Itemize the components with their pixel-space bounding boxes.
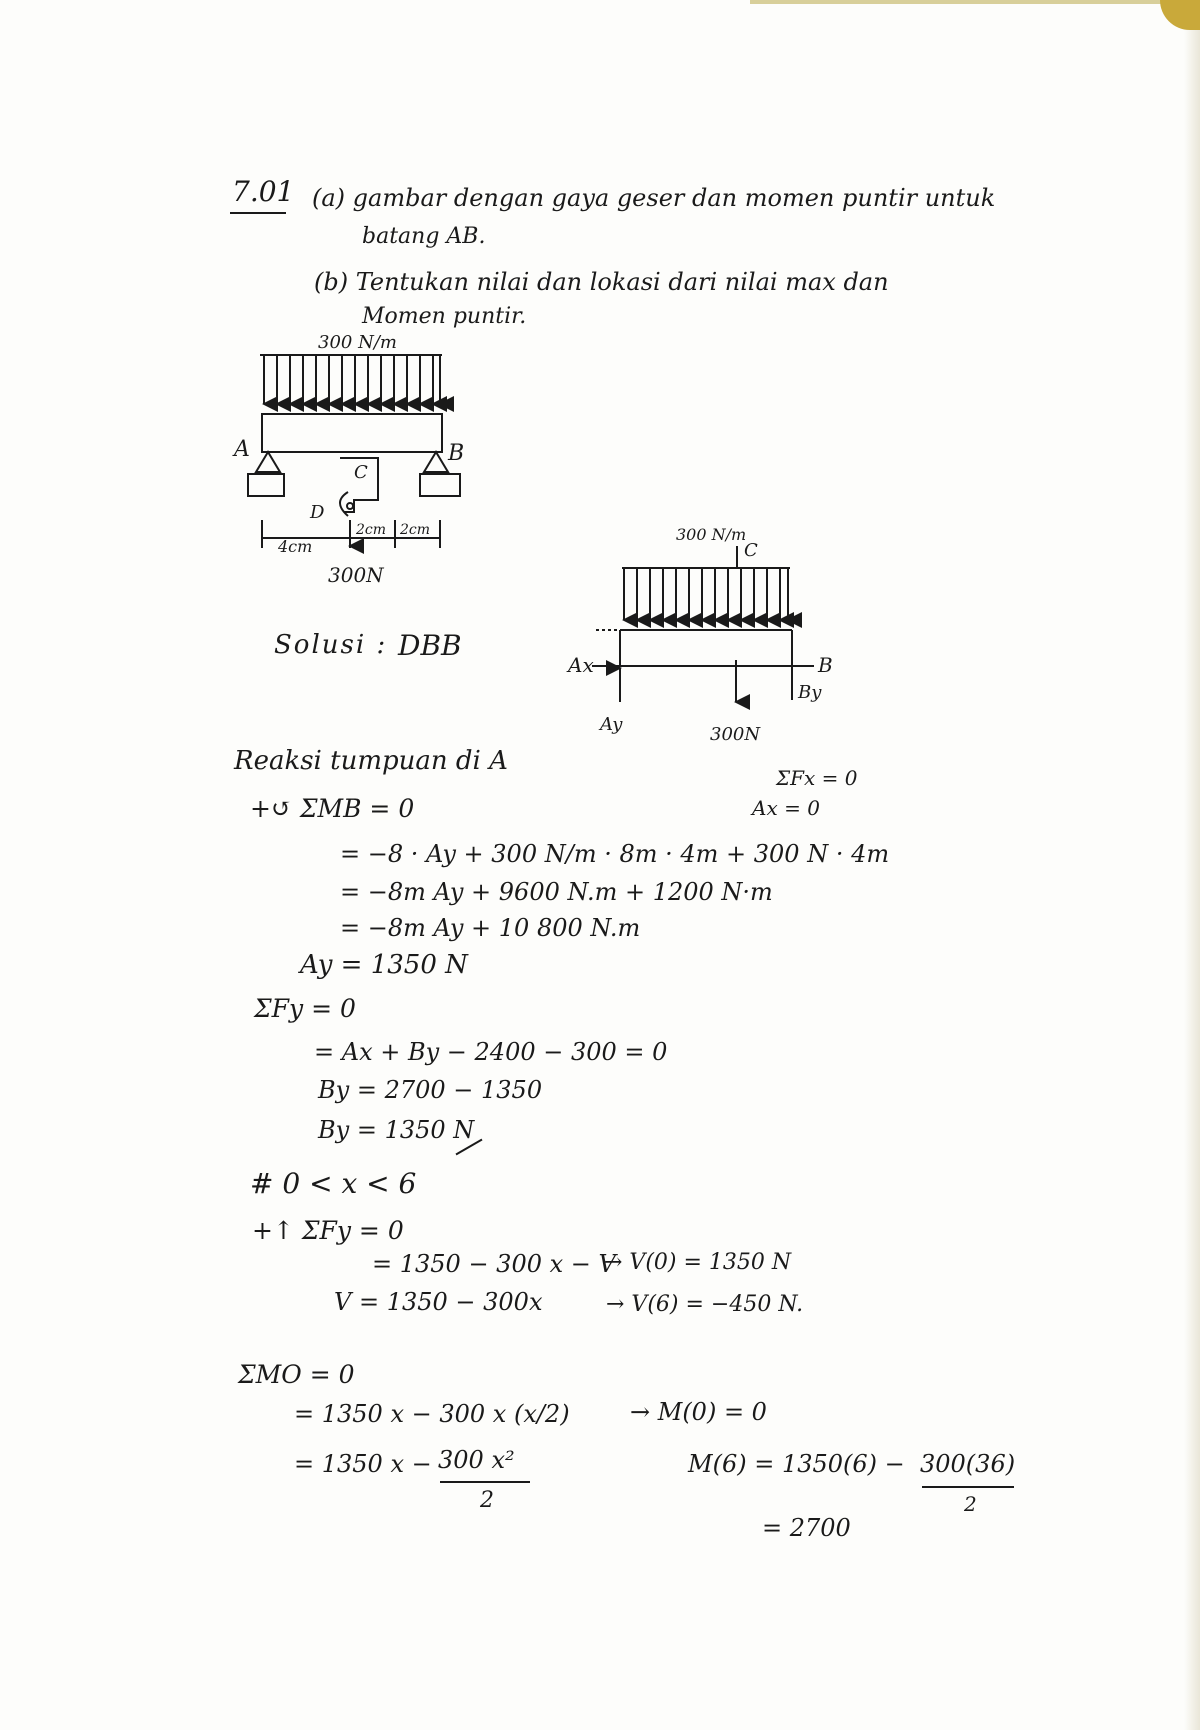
figure1-dim-mid: 2cm [356,522,387,538]
reactions-sum-fx: ΣFx = 0 [776,766,858,790]
problem-part-a-line1: (a) gambar dengan gaya geser dan momen puntir untuk [312,184,996,212]
segment-v-equation: V = 1350 − 300x [334,1288,543,1316]
segment-sum-mo: ΣMO = 0 [238,1360,355,1389]
figure1-dim-left: 4cm [278,537,313,556]
segment-heading: # 0 < x < 6 [250,1167,417,1200]
segment-v0: → V(0) = 1350 N [604,1250,792,1275]
reactions-line2: = −8m Ay + 9600 N.m + 1200 N·m [340,878,773,906]
segment-v6: → V(6) = −450 N. [606,1292,804,1317]
segment-m6-fraction-bar [922,1486,1014,1488]
figure1-label-b: B [448,441,465,466]
figure2-label-ay: Ay [600,714,623,735]
figure1-support-a [256,452,280,472]
segment-m0: → M(0) = 0 [630,1398,767,1426]
reactions-heading: Reaksi tumpuan di A [234,746,508,776]
segment-fy-line1: = 1350 − 300 x − V [372,1250,616,1278]
segment-mo-line1: = 1350 x − 300 x (x/2) [294,1400,570,1428]
reactions-line1: = −8 · Ay + 300 N/m · 8m · 4m + 300 N · 4m [340,840,890,868]
figure2-load-arrows [624,568,788,620]
reactions-sum-fy: ΣFy = 0 [254,994,356,1023]
figure2-label-b: B [818,653,833,677]
segment-m6-denominator: 2 [964,1492,977,1516]
figure1-point-load: 300N [328,563,384,587]
figure1-support-b-base [420,474,460,496]
reactions-fy-line2: By = 2700 − 1350 [318,1076,543,1104]
problem-part-b-line2: Momen puntir. [362,304,527,329]
figure1-beam [262,414,442,452]
problem-part-a-line2: batang AB. [362,224,486,249]
figure1-point-d [347,503,353,509]
figure1-diagram [232,332,464,587]
segment-mo-numerator: 300 x² [438,1446,515,1474]
figure2-point-load: 300N [710,724,761,745]
figure1-label-a: A [234,437,250,462]
reactions-ax-result: Ax = 0 [752,796,820,820]
figure1-label-d: D [310,502,325,523]
figure1-load-label: 300 N/m [318,332,397,353]
problem-number: 7.01 [232,175,295,208]
reactions-sum-mb: +↺ ΣMB = 0 [250,794,415,823]
segment-mo-line2: = 1350 x − [294,1450,432,1478]
problem-part-b-line1: (b) Tentukan nilai dan lokasi dari nilai max dan [314,268,889,296]
figure2-load-label: 300 N/m [676,525,747,544]
figure1-load-arrows [264,355,440,404]
reactions-by-result: By = 1350 N [318,1116,475,1144]
figure2-diagram [566,525,833,745]
segment-mo-fraction-bar [440,1481,530,1483]
solution-label: Solusi : [274,630,388,660]
segment-sum-fy: +↑ ΣFy = 0 [252,1216,404,1245]
figure2-label-by: By [798,682,822,703]
segment-m6-numerator: 300(36) [920,1450,1016,1478]
figure1-support-a-base [248,474,284,496]
segment-m6-line: M(6) = 1350(6) − [688,1450,905,1478]
segment-m6-result: = 2700 [762,1514,851,1542]
figure1-support-b [424,452,448,472]
reactions-ay-result: Ay = 1350 N [300,950,468,980]
fbd-label: DBB [398,629,462,662]
figure2-label-c: C [744,540,758,561]
figure1-dim-right: 2cm [400,522,431,538]
segment-mo-denominator: 2 [480,1488,494,1513]
reactions-line3: = −8m Ay + 10 800 N.m [340,914,641,942]
reactions-fy-line1: = Ax + By − 2400 − 300 = 0 [314,1038,668,1066]
figure1-label-c: C [354,462,368,483]
figure2-label-ax: Ax [568,653,594,677]
